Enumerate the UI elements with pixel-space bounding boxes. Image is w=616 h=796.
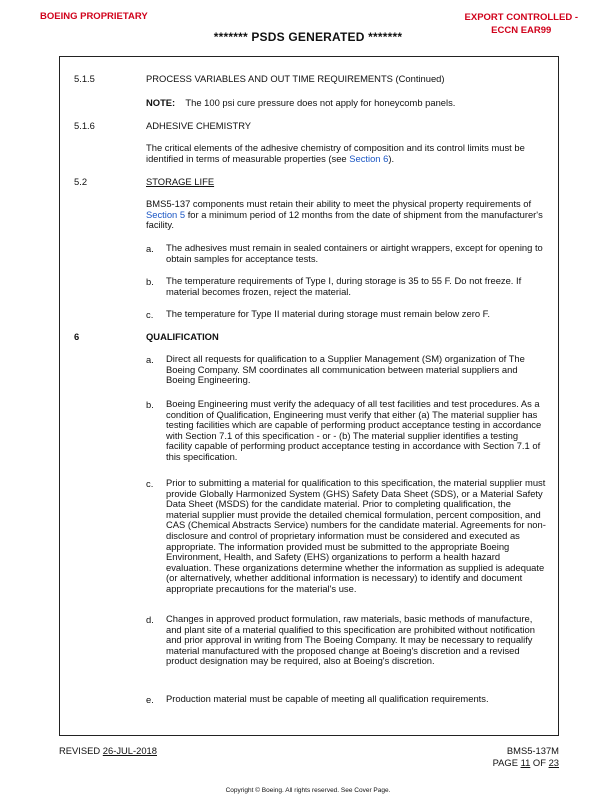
section-title-5-1-5: PROCESS VARIABLES AND OUT TIME REQUIREMENTS (Continued): [146, 73, 445, 84]
section-number-5-1-5: 5.1.5: [74, 73, 95, 84]
list-item-text: Changes in approved product formulation, raw materials, basic methods of manufacture, and plant site of a material qualified to this specification are prohibited without notification and prior approval in writing from The Boeing Company. It may be necessary to requalify material manufactured with the proposed change at Boeing's discretion and a revised product designation may be required, also at Boeing's discretion.: [166, 613, 535, 667]
revised-date: 26-JUL-2018: [102, 745, 157, 756]
list-item-label: a.: [146, 243, 154, 254]
section-5-2-text: BMS5-137 components must retain their ability to meet the physical property requirements of: [146, 198, 532, 209]
list-item-label: a.: [146, 354, 154, 365]
note-label: NOTE:: [146, 97, 176, 108]
list-item-text: The temperature for Type II material during storage must remain below zero F.: [166, 308, 490, 319]
section-title-5-1-6: ADHESIVE CHEMISTRY: [146, 120, 252, 131]
section-number-5-2: 5.2: [74, 176, 88, 187]
section-5-2-text-end: for a minimum period of 12 months from the date of shipment from the manufacturer's facility.: [146, 208, 543, 231]
section-6-link[interactable]: Section 6: [349, 152, 389, 164]
list-item-text: The adhesives must remain in sealed containers or airtight wrappers, except for opening to obtain samples for acceptance tests.: [166, 242, 543, 264]
export-control-line2: ECCN EAR99: [491, 25, 552, 36]
page-label: PAGE: [492, 756, 518, 768]
list-item-label: d.: [146, 614, 154, 625]
revision-info: [59, 745, 157, 756]
section-5-link[interactable]: Section 5: [146, 208, 186, 220]
list-item-text: Direct all requests for qualification to a Supplier Management (SM) organization of The Boeing Company. SM coordinates all communication between material suppliers and Boeing Engineering.: [166, 353, 525, 386]
revised-label: REVISED: [59, 745, 101, 756]
list-item-label: e.: [146, 694, 154, 705]
page-of-label: OF: [532, 756, 546, 768]
section-5-1-6-text-end: ).: [388, 152, 395, 164]
page-total: 23: [548, 756, 559, 768]
list-item-label: b.: [146, 399, 154, 410]
section-5-1-6-text: The critical elements of the adhesive chemistry of composition and its control limits must be identified in terms of measurable properties (see: [146, 142, 525, 164]
note-text: The 100 psi cure pressure does not apply for honeycomb panels.: [185, 97, 456, 108]
page-info: [493, 745, 559, 768]
list-item-text: Production material must be capable of meeting all qualification requirements.: [166, 693, 489, 704]
list-item-text: Boeing Engineering must verify the adequacy of all test facilities and test procedures. As a condition of Qualification, Engineering must verify that either (a) The material supplier has testing facilities which are capable of performing product acceptance testing in accordance with Section 7.1 of this specification - or - (b) The material supplier identifies a testing facility capable of performing product acceptance testing in accordance with Section 7.1 of this specification.: [166, 398, 542, 462]
list-item-text: Prior to submitting a material for qualification to this specification, the material supplier must provide Globally Harmonized System (GHS) Safety Data Sheet (SDS), or a Material Safety Data Sheet (MSDS) for the candidate material. Prior to completing qualification, the material supplier must provide the detailed chemical formulation, percent composition, and CAS (Chemical Abstracts Service) numbers for the candidate material. Agreements for non-disclosure and control of proprietary information must be considered and executed as appropriate. The information provided must be submitted to the appropriate Boeing Environment, Health, and Safety (EHS) organizations to perform a health hazard evaluation. These organizations determine whether the information as supplied is adequate (or alternatively, whether additional information is necessary) to identify and document appropriate precautions for the material's use.: [166, 477, 546, 594]
section-number-6: 6: [74, 331, 80, 342]
list-item-text: The temperature requirements of Type I, during storage is 35 to 55 F. Do not freeze. If material becomes frozen, reject the material.: [166, 275, 522, 297]
section-number-5-1-6: 5.1.6: [74, 120, 95, 131]
proprietary-label: BOEING PROPRIETARY: [40, 11, 148, 22]
section-5-1-6-paragraph: [146, 143, 546, 164]
document-id: BMS5-137M: [506, 745, 559, 756]
list-item-label: c.: [146, 309, 154, 320]
page-number: [493, 757, 559, 769]
copyright-notice: Copyright © Boeing. All rights reserved. See Cover Page.: [225, 787, 391, 794]
page-current: 11: [520, 756, 531, 768]
list-item-label: c.: [146, 478, 154, 489]
note-paragraph: [146, 97, 455, 108]
section-5-2-paragraph: [146, 199, 546, 231]
section-title-6: QUALIFICATION: [146, 331, 219, 342]
section-title-5-2: STORAGE LIFE: [146, 176, 215, 187]
export-control-line1: EXPORT CONTROLLED -: [464, 12, 578, 23]
document-banner-title: ******* PSDS GENERATED *******: [213, 30, 403, 44]
list-item-label: b.: [146, 276, 154, 287]
